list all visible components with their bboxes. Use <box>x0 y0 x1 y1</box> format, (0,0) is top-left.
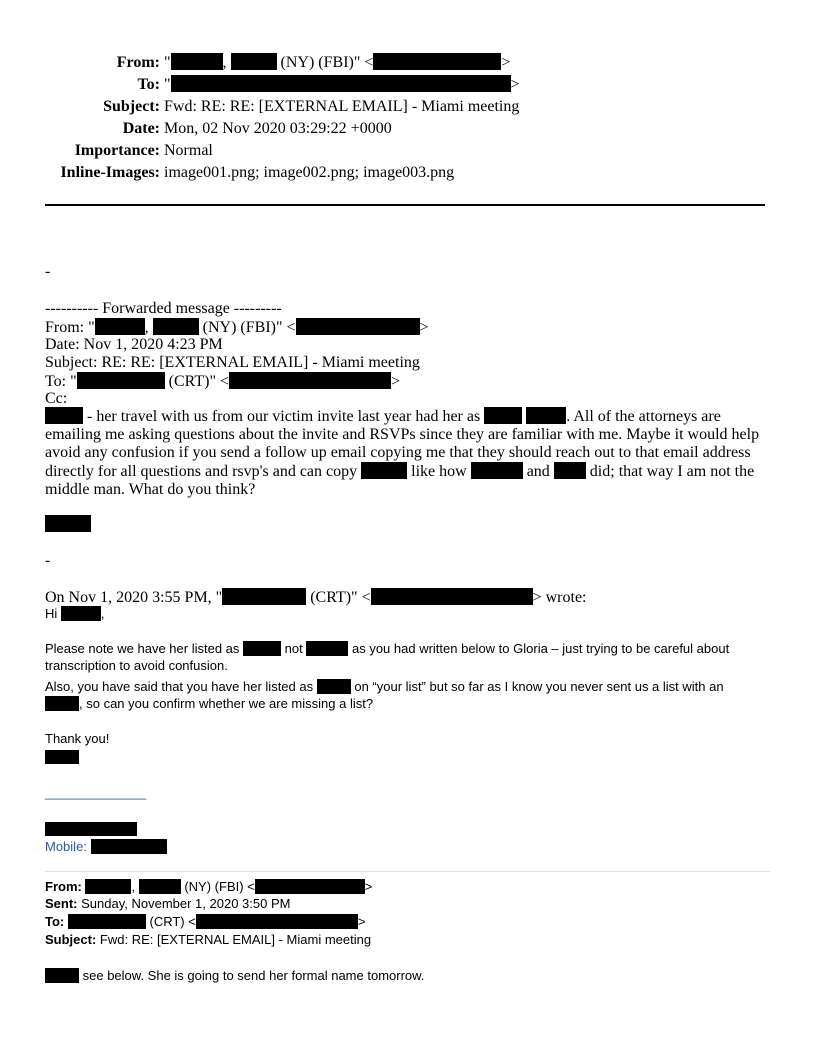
redaction <box>68 914 146 929</box>
comma: , <box>131 879 136 894</box>
from-row <box>0 52 816 74</box>
comma: , <box>100 606 105 621</box>
date-row <box>0 118 816 140</box>
m-sent-line <box>45 895 290 912</box>
text: Please note we have her listed as <box>45 641 240 656</box>
redacted-name <box>45 750 79 764</box>
fwd-to-line <box>45 372 400 391</box>
text: not <box>284 641 303 656</box>
to-row <box>0 74 816 96</box>
sent-value: Sunday, November 1, 2020 3:50 PM <box>81 896 291 911</box>
text: as you had written below to Gloria – just trying to be careful about <box>351 641 730 656</box>
fwd-subject-line: Subject: RE: RE: [EXTERNAL EMAIL] - Miami meeting <box>45 354 420 371</box>
redaction <box>222 588 306 605</box>
redaction <box>95 318 145 335</box>
text: From: " <box>45 319 95 336</box>
redaction <box>45 407 83 424</box>
bracket: > <box>510 76 520 93</box>
redaction <box>526 407 566 424</box>
text: and <box>526 463 550 480</box>
redaction <box>255 879 365 894</box>
paragraph-line <box>45 407 721 426</box>
text: Also, you have said that you have her listed as <box>45 679 314 694</box>
quote: " <box>164 76 171 93</box>
mobile-line <box>45 838 167 855</box>
redaction <box>554 462 586 479</box>
text: (NY) (FBI) < <box>184 879 255 894</box>
dash-line: - <box>45 552 51 569</box>
comma: , <box>222 54 227 71</box>
comma: , <box>144 319 149 336</box>
to-label: To: <box>137 76 160 93</box>
redaction <box>243 641 281 656</box>
redacted-name <box>45 822 137 836</box>
paragraph-line: avoid any confusion if you send a follow up email copying me that they should reach out to that email address <box>45 444 751 461</box>
text: (CRT)" < <box>310 589 371 606</box>
bracket: > <box>391 373 401 390</box>
text: > wrote: <box>532 589 587 606</box>
text: , so can you confirm whether we are missing a list? <box>79 696 374 711</box>
importance-row <box>0 140 816 162</box>
subject-label: Subject: <box>103 98 160 115</box>
signature-link[interactable]: ______________ <box>45 785 147 800</box>
on-wrote-line <box>45 588 587 607</box>
redaction <box>45 696 79 711</box>
redaction <box>484 407 522 424</box>
redaction <box>471 462 523 479</box>
redaction <box>91 839 167 854</box>
redaction <box>61 606 101 621</box>
text: . All of the attorneys are <box>566 408 721 425</box>
redaction <box>229 372 391 389</box>
m-from-line <box>45 878 372 895</box>
text: To: " <box>45 373 77 390</box>
date-label: Date: <box>122 120 160 137</box>
redaction <box>139 879 181 894</box>
quoted-line: transcription to avoid confusion. <box>45 658 228 673</box>
subject-row <box>0 96 816 118</box>
fwd-from-line <box>45 318 429 337</box>
inline-images-value: image001.png; image002.png; image003.png <box>164 164 455 181</box>
paragraph-line: emailing me asking questions about the invite and RSVPs since they are familiar with me. Maybe it would help <box>45 426 760 443</box>
from-org: (NY) (FBI)" < <box>280 54 374 71</box>
redaction <box>371 588 533 605</box>
inline-images-label: Inline-Images: <box>60 164 160 181</box>
bracket: > <box>357 914 366 929</box>
text: Hi <box>45 606 58 621</box>
redaction <box>296 318 420 335</box>
thanks-line: Thank you! <box>45 731 110 746</box>
text: On Nov 1, 2020 3:55 PM, " <box>45 589 223 606</box>
mobile-label: Mobile: <box>45 839 87 854</box>
m-to-line <box>45 913 365 930</box>
redaction <box>361 462 407 479</box>
redaction <box>153 318 199 335</box>
bracket: > <box>364 879 373 894</box>
m-subject-line <box>45 931 371 948</box>
quote: " <box>164 54 171 71</box>
paragraph-line: middle man. What do you think? <box>45 481 256 498</box>
from-label: From: <box>45 879 82 894</box>
dash-line: - <box>45 263 51 280</box>
text: see below. She is going to send her formal name tomorrow. <box>82 968 425 983</box>
from-value <box>164 52 510 74</box>
paragraph-line <box>45 462 754 481</box>
redaction <box>373 53 501 70</box>
redaction <box>171 53 223 70</box>
date-value: Mon, 02 Nov 2020 03:29:22 +0000 <box>164 120 392 137</box>
sent-label: Sent: <box>45 896 78 911</box>
redaction <box>85 879 131 894</box>
redaction <box>317 679 351 694</box>
importance-value: Normal <box>164 142 213 159</box>
text: (CRT) < <box>149 914 196 929</box>
redaction <box>77 372 165 389</box>
from-label: From: <box>116 54 160 71</box>
bracket: > <box>419 319 429 336</box>
redaction <box>196 914 358 929</box>
to-label: To: <box>45 914 65 929</box>
importance-label: Importance: <box>74 142 160 159</box>
forwarded-marker: ---------- Forwarded message --------- <box>45 300 282 317</box>
redaction <box>231 53 277 70</box>
redacted-signature <box>45 515 91 532</box>
text: (CRT)" < <box>168 373 230 390</box>
text: directly for all questions and rsvp's and can copy <box>45 463 358 480</box>
subject-value: Fwd: RE: RE: [EXTERNAL EMAIL] - Miami meeting <box>164 98 520 115</box>
fwd-cc-line: Cc: <box>45 390 68 407</box>
text: did; that way I am not the <box>589 463 755 480</box>
to-value <box>164 74 520 96</box>
redaction <box>171 75 511 92</box>
subject-label: Subject: <box>45 932 97 947</box>
text: (NY) (FBI)" < <box>202 319 296 336</box>
subject-value: Fwd: RE: [EXTERNAL EMAIL] - Miami meeting <box>99 932 372 947</box>
bracket: > <box>501 54 511 71</box>
message-divider <box>45 871 770 872</box>
quoted-line <box>45 640 729 657</box>
redaction <box>45 968 79 983</box>
inline-images-row <box>0 162 816 184</box>
redaction <box>306 641 348 656</box>
last-line <box>45 967 424 984</box>
fwd-date-line: Date: Nov 1, 2020 4:23 PM <box>45 336 223 353</box>
quoted-line <box>45 695 373 712</box>
text: like how <box>411 463 467 480</box>
header-divider <box>45 204 765 206</box>
greeting-line <box>45 605 105 622</box>
quoted-line <box>45 678 724 695</box>
text: on “your list” but so far as I know you never sent us a list with an <box>354 679 724 694</box>
text: - her travel with us from our victim invite last year had her as <box>87 408 481 425</box>
